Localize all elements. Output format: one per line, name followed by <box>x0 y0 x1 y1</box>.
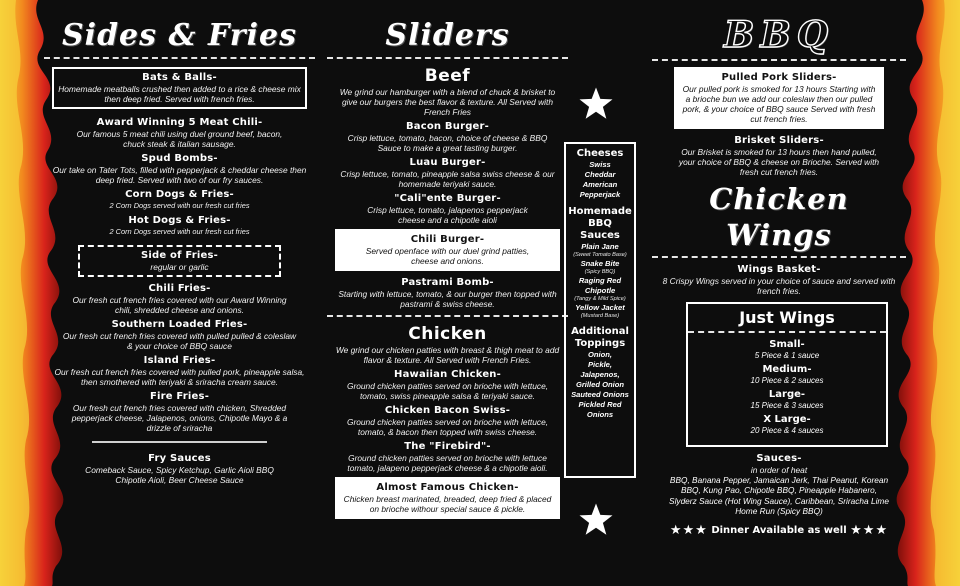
bbq-sauce-item: Raging Red <box>578 276 622 285</box>
item-name: Southern Loaded Fries- <box>111 319 248 330</box>
menu-item-southern-loaded-fries <box>52 319 307 351</box>
item-name: Wings Basket- <box>737 264 821 275</box>
cheese-item: American <box>582 180 618 189</box>
star-icon <box>578 86 614 122</box>
topping-item: Jalapenos, <box>580 370 620 379</box>
topping-item: Pickled Red Onions <box>578 400 622 419</box>
bbq-sauce-note: (Tangy & Mild Spice) <box>574 296 626 302</box>
wing-size-name: Small- <box>769 339 805 350</box>
item-desc: Our take on Tater Tots, filled with pepperjack & cheddar cheese then deep fried. Served with two of our fry sauces. <box>52 165 307 185</box>
menu-item-bacon-burger <box>335 121 560 153</box>
item-name: Fire Fries- <box>149 391 210 402</box>
star-icon: ★★★ <box>669 522 708 538</box>
cheese-item: Cheddar <box>584 170 616 179</box>
star-icon: ★★★ <box>850 522 889 538</box>
item-desc: Ground chicken patties served on brioche with lettuce tomato, jalapeno pepperjack cheese & a chipotle aioli. <box>347 453 548 473</box>
topping-item: Pickle, <box>587 360 613 369</box>
just-wings-title: Just Wings <box>739 308 835 327</box>
item-desc: Our Brisket is smoked for 13 hours then hand pulled, your choice of BBQ & cheese on Brioche. Served with fresh cut french fries. <box>678 147 880 177</box>
item-name: The "Firebird"- <box>404 441 491 452</box>
menu-item-almost-famous-chicken <box>335 477 560 519</box>
topping-item: Grilled Onion <box>575 380 625 389</box>
topping-item: Sauteed Onions <box>571 390 629 399</box>
wing-size-desc: 15 Piece & 3 sauces <box>750 401 824 410</box>
menu-item-bats-balls <box>52 67 307 109</box>
fry-sauces <box>52 453 307 485</box>
bbq-sauces-heading: Homemade BBQ Sauces <box>568 206 632 241</box>
wing-size-desc: 10 Piece & 2 sauces <box>750 376 824 385</box>
item-desc: 2 Corn Dogs served with our fresh cut fries <box>109 201 250 210</box>
cheese-item: Pepperjack <box>579 190 621 199</box>
item-name: Hawaiian Chicken- <box>394 369 501 380</box>
item-name: Almost Famous Chicken- <box>376 482 519 493</box>
toppings-heading: Additional Toppings <box>571 326 629 349</box>
item-desc: Crisp lettuce, tomato, pineapple salsa swiss cheese & our homemade teriyaki sauce. <box>340 169 555 189</box>
item-name: Luau Burger- <box>409 157 486 168</box>
item-name: Island Fries- <box>143 355 216 366</box>
bbq-sauce-note: (Spicy BBQ) <box>584 269 616 275</box>
item-name: Chicken Bacon Swiss- <box>384 405 511 416</box>
bbq-sauce-note: (Sweet Tomato Base) <box>573 252 627 258</box>
wing-size-desc: 20 Piece & 4 sauces <box>750 426 824 435</box>
dinner-available-note <box>660 523 898 538</box>
item-name: Corn Dogs & Fries- <box>125 189 234 200</box>
menu-item-fire-fries <box>52 391 307 433</box>
item-name: Bacon Burger- <box>405 121 490 132</box>
menu-item-caliente-burger <box>335 193 560 225</box>
bbq-sauce-item: Plain Jane <box>581 242 619 251</box>
menu-item-firebird <box>335 441 560 473</box>
item-desc: Our fresh cut french fries covered with pulled pulled & coleslaw & your choice of BBQ sauce <box>62 331 297 351</box>
chicken-intro: We grind our chicken patties with breast & thigh meat to add flavor & texture. All Served with French Fries. <box>335 345 560 365</box>
item-desc: 8 Crispy Wings served in your choice of sauce and served with french fries. <box>662 276 896 296</box>
item-name: Hot Dogs & Fries- <box>128 215 231 226</box>
item-desc: Ground chicken patties served on brioche with lettuce, tomato, swiss pineapple salsa & teriyaki sauce. <box>346 381 549 401</box>
item-desc: regular or garlic <box>150 262 209 272</box>
item-desc: Starting with lettuce, tomato, & our burger then topped with pastrami & swiss cheese. <box>338 289 557 309</box>
beef-intro: We grind our hamburger with a blend of chuck & brisket to give our burgers the best flavor & texture. All Served with French Fries <box>339 87 556 117</box>
menu-item-hot-dogs <box>52 215 307 237</box>
just-wings-box <box>686 302 888 447</box>
menu-item-wings-basket <box>660 264 898 296</box>
item-desc: Homemade meatballs crushed then added to a rice & cheese mix then deep fried. Served with french fries. <box>58 84 301 104</box>
item-desc: 2 Corn Dogs served with our fresh cut fries <box>109 227 250 236</box>
menu-item-spud-bombs <box>52 153 307 185</box>
item-desc: Our famous 5 meat chili using duel ground beef, bacon, chuck steak & italian sausage. <box>76 129 283 149</box>
chicken-divider <box>327 315 568 317</box>
sliders-divider <box>327 57 568 59</box>
menu-item-chili-fries <box>52 283 307 315</box>
bbq-sauce-item: Yellow Jacket <box>575 303 625 312</box>
star-icon <box>578 502 614 538</box>
wing-size-desc: 5 Piece & 1 sauce <box>754 351 820 360</box>
sliders-column <box>335 0 560 586</box>
item-name: Chili Fries- <box>148 283 211 294</box>
menu-item-hawaiian-chicken <box>335 369 560 401</box>
sides-divider <box>44 57 315 59</box>
item-name: "Cali"ente Burger- <box>394 193 501 204</box>
item-name: Side of Fries- <box>141 250 218 261</box>
item-name: Chili Burger- <box>410 234 485 245</box>
menu-item-brisket-sliders <box>660 135 898 177</box>
dinner-text: Dinner Available as well <box>711 524 847 536</box>
menu-item-island-fries <box>52 355 307 387</box>
item-desc: Our fresh cut french fries covered with chicken, Shredded pepperjack cheese, Jalapenos, onions, Chipotle Mayo & a drizzle of sriracha <box>71 403 288 433</box>
bbq-title: BBQ <box>723 14 835 56</box>
sides-column <box>52 0 307 586</box>
menu-item-luau-burger <box>335 157 560 189</box>
wing-size-name: X Large- <box>763 414 811 425</box>
bbq-sauce-item: Chipotle <box>584 286 616 295</box>
menu-item-chicken-bacon-swiss <box>335 405 560 437</box>
cheese-item: Swiss <box>589 160 611 169</box>
cheeses-sauces-toppings-box <box>564 142 636 478</box>
bbq-divider <box>652 59 906 61</box>
bbq-sauce-note: (Mustard Base) <box>580 313 620 319</box>
item-name: Bats & Balls- <box>142 72 217 83</box>
sliders-title: Sliders <box>385 18 510 53</box>
item-name: Pulled Pork Sliders- <box>721 72 837 83</box>
item-name: Brisket Sliders- <box>734 135 824 146</box>
menu-item-pastrami-bomb <box>335 277 560 309</box>
chicken-heading: Chicken <box>408 324 487 344</box>
menu-item-chili <box>52 117 307 149</box>
fry-sauces-divider <box>92 441 267 443</box>
item-name: Pastrami Bomb- <box>401 277 494 288</box>
item-name: Sauces- <box>756 453 802 464</box>
menu-item-chili-burger <box>335 229 560 271</box>
item-desc: Our fresh cut french fries covered with pulled pork, pineapple salsa, then smothered with teriyaki & sriracha cream sauce. <box>54 367 305 387</box>
item-name: Spud Bombs- <box>141 153 218 164</box>
cheeses-heading: Cheeses <box>576 148 624 159</box>
item-desc: Our fresh cut french fries covered with our Award Winning chili, shredded cheese and onions. <box>72 295 287 315</box>
chicken-wings-title: Chicken Wings <box>709 182 849 252</box>
item-sub: in order of heat <box>750 465 808 475</box>
item-desc: Served openface with our duel grind patties, cheese and onions. <box>365 246 530 266</box>
wing-size-name: Medium- <box>762 364 812 375</box>
menu-item-side-of-fries <box>78 245 281 277</box>
just-wings-divider <box>688 331 886 333</box>
item-name: Fry Sauces <box>148 453 211 464</box>
item-desc: Chicken breast marinated, breaded, deep fried & placed on brioche withour special sauce & pickle. <box>343 494 552 514</box>
topping-item: Onion, <box>587 350 613 359</box>
menu-item-pulled-pork-sliders <box>674 67 884 129</box>
wings-divider <box>652 256 906 258</box>
item-desc: Ground chicken patties served on brioche with lettuce, tomato, & bacon then topped with swiss cheese. <box>346 417 549 437</box>
item-desc: Our pulled pork is smoked for 13 hours Starting with a brioche bun we add our coleslaw then our pulled pork, & your choice of BBQ sauce Served with fresh cut french fries. <box>682 84 876 124</box>
bbq-wings-column <box>660 0 898 586</box>
wing-sauces <box>660 453 898 517</box>
bbq-sauce-item: Snake Bite <box>580 259 620 268</box>
wing-size-name: Large- <box>768 389 806 400</box>
item-name: Award Winning 5 Meat Chili- <box>96 117 263 128</box>
menu-item-corn-dogs <box>52 189 307 211</box>
item-desc: Comeback Sauce, Spicy Ketchup, Garlic Aioli BBQ Chipotle Aioli, Beer Cheese Sauce <box>85 465 274 485</box>
beef-heading: Beef <box>424 66 471 86</box>
extras-column <box>556 0 636 586</box>
sauce-list: BBQ, Banana Pepper, Jamaican Jerk, Thai Peanut, Korean BBQ, Kung Pao, Chipotle BBQ, Pineapple Habanero, Slyderz Sauce (Hot Wing Sauce), Caribbean, Sriracha Lime Home Run (Spicy BBQ) <box>669 475 889 517</box>
item-desc: Crisp lettuce, tomato, bacon, choice of cheese & BBQ Sauce to make a great tasting burger. <box>347 133 548 153</box>
item-desc: Crisp lettuce, tomato, jalapenos pepperjack cheese and a chipotle aioli <box>367 205 528 225</box>
sides-title: Sides & Fries <box>62 18 297 53</box>
